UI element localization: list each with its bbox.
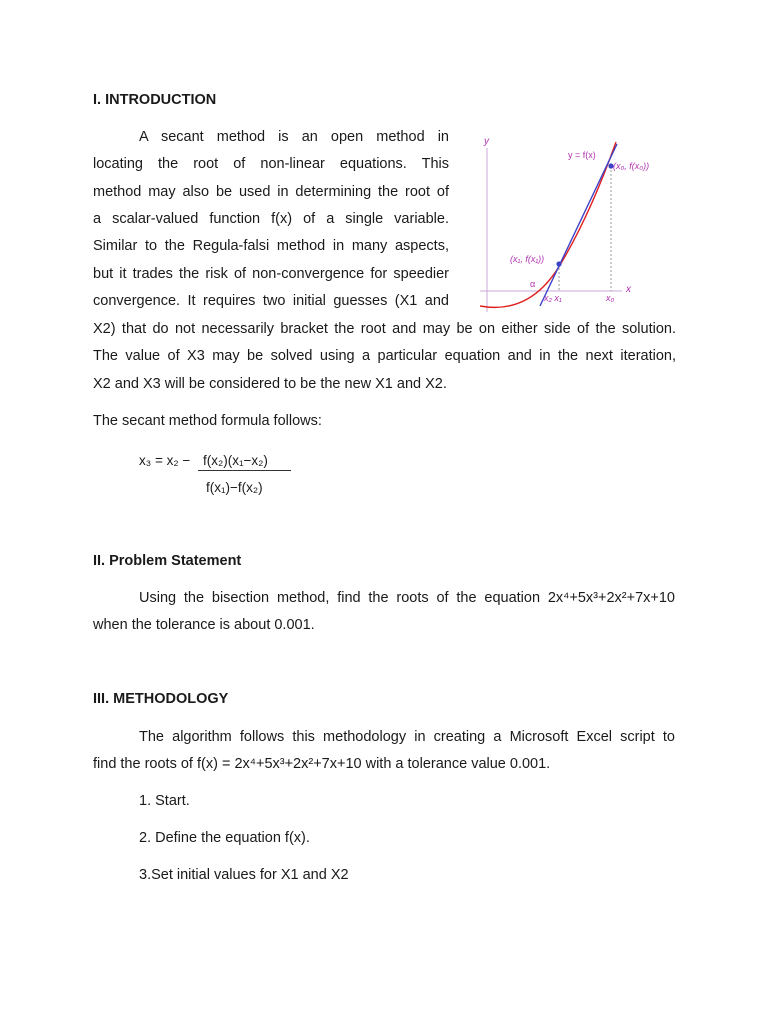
intro-line-10: X2 and X3 will be considered to be the new X1 and X2. [93,376,447,392]
x-axis-label: x [626,284,631,295]
point0-label: (x₀, f(x₀)) [613,161,650,171]
secant-line [540,144,617,306]
step-1: 1. Start. [139,793,190,809]
intro-line-1: A secant method is an open method in [139,129,449,145]
methodology-line-1: The algorithm follows this methodology in creating a Microsoft Excel script to [139,729,675,745]
methodology-heading: III. METHODOLOGY [93,691,229,707]
intro-line-9: The value of X3 may be solved using a particular equation and in the next iteration, [93,348,676,364]
problem-heading: II. Problem Statement [93,553,242,569]
problem-line-1: Using the bisection method, find the roots of the equation 2x⁴+5x³+2x²+7x+10 [139,590,675,606]
formula-intro: The secant method formula follows: [93,413,322,429]
point1-label: (x₁, f(x₁)) [510,254,545,264]
x2-x1-label: x₂ x₁ [544,293,562,303]
fraction-bar [198,470,291,471]
formula-lhs: x₃ = x₂ − [139,453,191,468]
intro-heading: I. INTRODUCTION [93,92,217,108]
intro-line-7: convergence. It requires two initial guesses (X1 and [93,293,449,309]
y-axis-label: y [484,136,489,147]
formula-numerator: f(x₂)(x₁−x₂) [203,453,268,468]
intro-line-2: locating the root of non-linear equations. This [93,156,449,172]
secant-method-graph [470,120,670,320]
point-x1 [556,261,561,266]
step-2: 2. Define the equation f(x). [139,830,310,846]
intro-line-4: a scalar-valued function f(x) of a single variable. [93,211,449,227]
formula-denominator: f(x₁)−f(x₂) [206,480,263,495]
alpha-label: α [530,279,536,289]
intro-line-3: method may also be used in determining the root of [93,184,449,200]
intro-line-5: Similar to the Regula-falsi method in many aspects, [93,238,449,254]
problem-line-2: when the tolerance is about 0.001. [93,617,315,633]
methodology-line-2: find the roots of f(x) = 2x⁴+5x³+2x²+7x+10 with a tolerance value 0.001. [93,756,551,772]
step-3: 3.Set initial values for X1 and X2 [139,867,349,883]
intro-line-6: but it trades the risk of non-convergence for speedier [93,266,449,282]
x0-label: x₀ [606,293,615,303]
function-curve [480,142,616,307]
intro-line-8: X2) that do not necessarily bracket the root and may be on either side of the solution. [93,321,676,337]
curve-label: y = f(x) [568,150,596,160]
